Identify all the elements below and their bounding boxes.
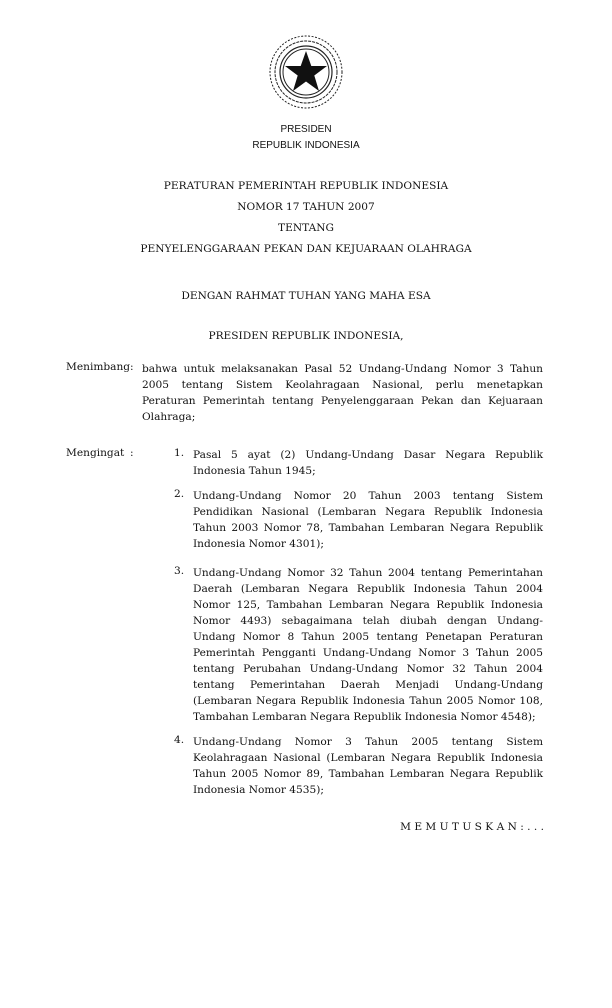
title-number: NOMOR 17 TAHUN 2007 <box>237 201 375 213</box>
list-item-number: 4. <box>174 734 185 746</box>
star-icon <box>285 51 327 91</box>
header-republic: REPUBLIK INDONESIA <box>252 140 360 151</box>
title-regulation: PERATURAN PEMERINTAH REPUBLIK INDONESIA <box>163 180 449 192</box>
list-item: Pasal 5 ayat (2) Undang-Undang Dasar Negara Republik Indonesia Tahun 1945; <box>193 449 543 477</box>
menimbang-label: Menimbang <box>66 361 131 373</box>
list-item: Undang-Undang Nomor 3 Tahun 2005 tentang Sistem Keolahragaan Nasional (Lembaran Negara Republik Indonesia Tahun 2005 Nomor 89, Tambahan Lembaran Negara Republik Indonesia Nomor 4535); <box>193 736 543 796</box>
list-item-number: 1. <box>174 447 185 459</box>
list-item-number: 3. <box>174 565 185 577</box>
list-item: Undang-Undang Nomor 32 Tahun 2004 tentang Pemerintahan Daerah (Lembaran Negara Republik Indonesia Tahun 2004 Nomor 125, Tambahan Lembaran Negara Republik Indonesia Nomor 4493) sebagaimana telah diubah dengan Undang-Undang Nomor 8 Tahun 2005 tentang Penetapan Peraturan Pemerintah Pengganti Undang-Undang Nomor 3 Tahun 2005 tentang Perubahan Undang-Undang Nomor 32 Tahun 2004 tentang Pemerintahan Daerah Menjadi Undang-Undang (Lembaran Negara Republik Indonesia Tahun 2005 Nomor 108, Tambahan Lembaran Negara Republik Indonesia Nomor 4548); <box>193 567 543 723</box>
header-president: PRESIDEN <box>280 124 332 135</box>
garuda-presidential-emblem <box>266 34 346 110</box>
continuation-marker: M E M U T U S K A N : . . . <box>400 821 544 833</box>
title-subject: PENYELENGGARAAN PEKAN DAN KEJUARAAN OLAHRAGA <box>140 243 472 255</box>
menimbang-colon: : <box>130 361 134 373</box>
list-item-number: 2. <box>174 488 185 500</box>
menimbang-text: bahwa untuk melaksanakan Pasal 52 Undang-Undang Nomor 3 Tahun 2005 tentang Sistem Keolahragaan Nasional, perlu menetapkan Peraturan Pemerintah tentang Penyelenggaraan Pekan dan Kejuaraan Olahraga; <box>142 363 543 423</box>
title-about: TENTANG <box>278 222 334 234</box>
preamble-blessing: DENGAN RAHMAT TUHAN YANG MAHA ESA <box>181 290 431 302</box>
mengingat-colon: : <box>130 447 134 459</box>
preamble-president: PRESIDEN REPUBLIK INDONESIA, <box>208 330 404 342</box>
mengingat-label: Mengingat <box>66 447 125 459</box>
list-item: Undang-Undang Nomor 20 Tahun 2003 tentang Sistem Pendidikan Nasional (Lembaran Negara Republik Indonesia Tahun 2003 Nomor 78, Tambahan Lembaran Negara Republik Indonesia Nomor 4301); <box>193 490 543 550</box>
